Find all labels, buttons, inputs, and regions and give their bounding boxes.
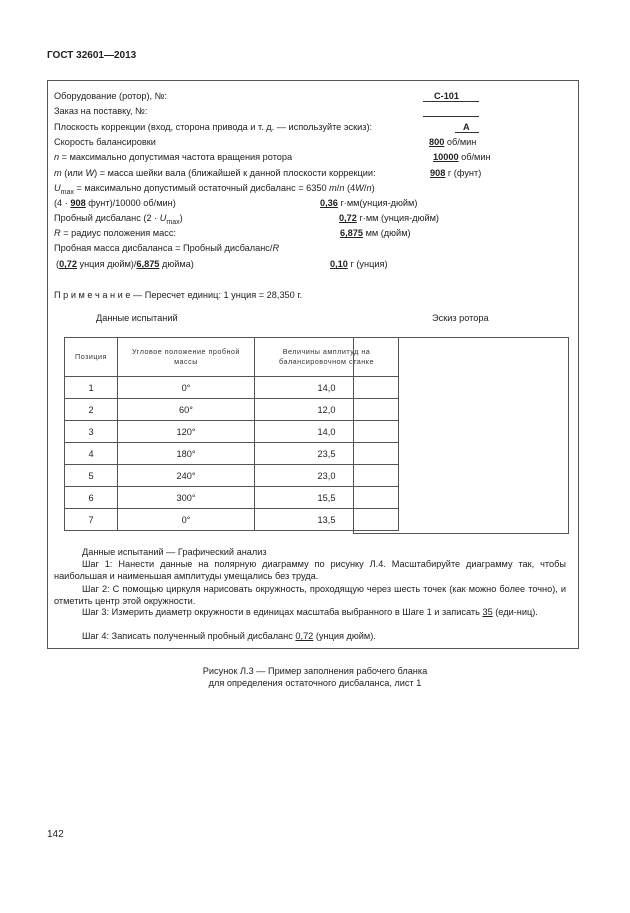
equipment-value: С-101	[434, 91, 460, 101]
step3-tail: (еди-ниц).	[495, 607, 538, 617]
trial-value: 0,72	[339, 213, 357, 223]
cell-position: 4	[65, 443, 118, 465]
speed-field	[429, 137, 476, 148]
table-row	[65, 443, 399, 465]
table-row	[65, 487, 399, 509]
table-row	[65, 465, 399, 487]
speed-value: 800	[429, 137, 445, 147]
cell-angle: 120°	[118, 421, 255, 443]
analysis-step3	[54, 606, 566, 618]
mass-den: 6,875	[136, 259, 160, 269]
n-label: n = максимально допустимая частота вращения ротора	[54, 152, 293, 162]
cell-position: 6	[65, 487, 118, 509]
speed-label: Скорость балансировки	[54, 137, 156, 147]
figure-caption-line1: Рисунок Л.3 — Пример заполнения рабочего бланка	[202, 666, 428, 676]
analysis-title: Данные испытаний — Графический анализ	[82, 547, 267, 557]
mass-value: 0,10	[330, 259, 348, 269]
cell-angle: 180°	[118, 443, 255, 465]
cell-amplitude: 14,0	[255, 377, 399, 399]
speed-unit: об/мин	[446, 137, 477, 147]
cell-angle: 240°	[118, 465, 255, 487]
document-header: ГОСТ 32601—2013	[47, 50, 137, 61]
cell-amplitude: 23,5	[255, 443, 399, 465]
test-data-table	[64, 337, 399, 531]
m-field	[430, 168, 481, 179]
trial-field	[339, 213, 439, 224]
plane-underline	[455, 132, 479, 133]
calc-m: 908	[70, 198, 86, 208]
order-underline	[423, 116, 479, 117]
table-row	[65, 509, 399, 531]
m-label: m (или W) = масса шейки вала (ближайшей к данной плоскости коррекции:	[54, 168, 376, 178]
trial-unit: г·мм (унция-дюйм)	[359, 213, 439, 223]
cell-angle: 300°	[118, 487, 255, 509]
mass-num: 0,72	[59, 259, 77, 269]
calc-suffix: фунт)/10000 об/мин)	[88, 198, 176, 208]
trial-label: Пробный дисбаланс $(2 \cdot U_{max})$	[54, 213, 183, 226]
table-row	[65, 399, 399, 421]
equipment-underline	[423, 101, 479, 102]
step4-value: 0,72	[295, 631, 314, 641]
test-data-label: Данные испытаний	[96, 313, 178, 323]
header-amplitude: Величины амплитуд на балансировочном станке	[255, 338, 399, 377]
n-field	[433, 152, 491, 163]
mass-unit: г (унция)	[350, 259, 388, 269]
mass-den-unit: дюйма)	[161, 259, 194, 269]
plane-value: А	[463, 122, 470, 132]
r-label: R = радиус положения масс:	[54, 228, 176, 238]
n-unit: об/мин	[461, 152, 491, 162]
mass-calc	[56, 259, 194, 270]
n-value: 10000	[433, 152, 459, 162]
r-unit: мм (дюйм)	[365, 228, 411, 238]
cell-position: 7	[65, 509, 118, 531]
mass-label: Пробная масса дисбаланса = Пробный дисбаланс/R	[54, 243, 280, 253]
cell-amplitude: 12,0	[255, 399, 399, 421]
calc-line	[54, 198, 176, 209]
note: П р и м е ч а н и е — Пересчет единиц: 1 унция = 28,350 г.	[54, 290, 303, 300]
mass-mid: унция дюйм)/	[79, 259, 137, 269]
cell-amplitude: 23,0	[255, 465, 399, 487]
step4-text: Шаг 4: Записать полученный пробный дисбаланс	[82, 631, 293, 641]
mass-value-field	[330, 259, 388, 270]
umax-label: $U_{max}$ = максимально допустимый остаточный дисбаланс = 6350 m/n (4W/n)	[54, 183, 375, 196]
plane-label: Плоскость коррекции (вход, сторона привода и т. д. — используйте эскиз):	[54, 122, 373, 132]
cell-position: 2	[65, 399, 118, 421]
equipment-label: Оборудование (ротор), №:	[54, 91, 168, 101]
mass-open: (	[56, 259, 60, 269]
cell-amplitude: 14,0	[255, 421, 399, 443]
cell-position: 5	[65, 465, 118, 487]
table-header-row	[65, 338, 399, 377]
step3-value: 35	[482, 607, 493, 617]
cell-amplitude: 15,5	[255, 487, 399, 509]
page-number: 142	[47, 829, 64, 840]
m-unit: г (фунт)	[447, 168, 482, 178]
table-row	[65, 377, 399, 399]
cell-amplitude: 13,5	[255, 509, 399, 531]
m-value: 908	[430, 168, 446, 178]
analysis-step2: Шаг 2: С помощью циркуля нарисовать окружность, проходящую через шесть точек (как можно более точно), и отметить центр этой окружности.	[54, 584, 566, 606]
sketch-label: Эскиз ротора	[432, 313, 489, 323]
r-value: 6,875	[340, 228, 363, 238]
cell-position: 3	[65, 421, 118, 443]
header-position: Позиция	[65, 338, 118, 377]
analysis-step1: Шаг 1: Нанести данные на полярную диаграмму по рисунку Л.4. Масштабируйте диаграмму так, чтобы наибольшая и наименьшая амплитуды умещались без труда.	[54, 559, 566, 581]
calc-result-field	[320, 198, 417, 209]
cell-position: 1	[65, 377, 118, 399]
calc-prefix: (4 ·	[54, 198, 68, 208]
rotor-sketch-box	[353, 337, 569, 534]
analysis-step4	[82, 630, 566, 642]
calc-result: 0,36	[320, 198, 338, 208]
step4-tail: (унция дюйм).	[315, 631, 376, 641]
r-field	[340, 228, 411, 239]
header-angle: Угловое положение пробной массы	[118, 338, 255, 377]
cell-angle: 60°	[118, 399, 255, 421]
order-label: Заказ на поставку, №:	[54, 106, 148, 116]
step3-text: Шаг 3: Измерить диаметр окружности в единицах масштаба выбранного в Шаге 1 и записать	[82, 607, 480, 617]
cell-angle: 0°	[118, 509, 255, 531]
figure-caption-line2: для определения остаточного дисбаланса, лист 1	[208, 678, 422, 688]
calc-result-unit: г·мм(унция-дюйм)	[340, 198, 418, 208]
table-row	[65, 421, 399, 443]
cell-angle: 0°	[118, 377, 255, 399]
